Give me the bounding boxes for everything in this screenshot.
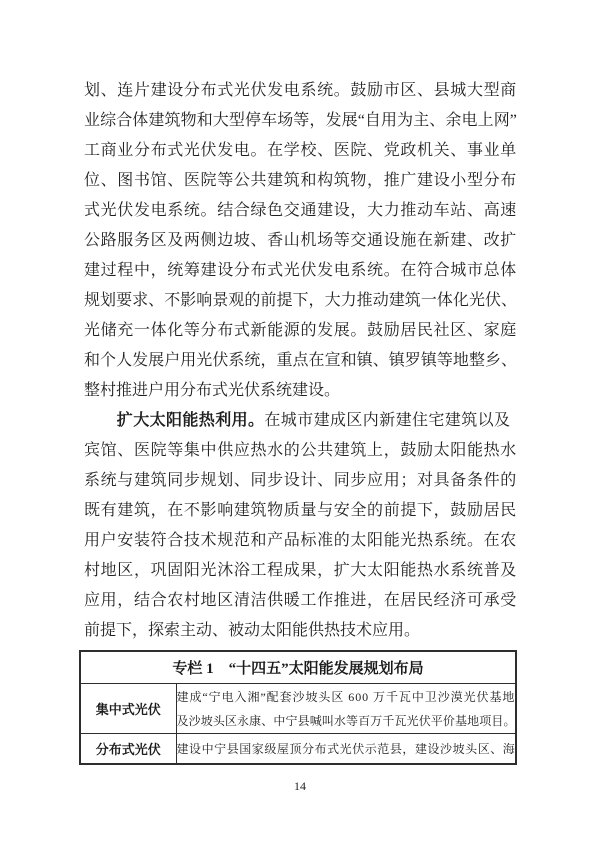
text-line: 式光伏发电系统。结合绿色交通建设，大力推动车站、高速 (84, 202, 517, 219)
table-row-content-lines (177, 737, 516, 761)
table-title: 专栏 1 “十四五”太阳能发展规划布局 (80, 651, 516, 684)
paragraph-2-lead-bold: 扩大太阳能热利用。 (84, 412, 265, 429)
table-row (80, 684, 516, 734)
table-row-content (176, 734, 516, 765)
text-line: 整村推进户用分布式光伏系统建设。 (84, 382, 341, 399)
paragraph-2-lines (84, 436, 517, 616)
text-line: 建成“宁电入湘”配套沙坡头区 600 万千瓦中卫沙漠光伏基地 (176, 689, 516, 704)
text-line: 既有建筑，在不影响建筑物质量与安全的前提下，鼓励居民 (84, 502, 517, 519)
paragraph-1-lines (84, 76, 517, 376)
text-line: 宾馆、医院等集中供应热水的公共建筑上，鼓励太阳能热水 (84, 442, 517, 459)
text-line: 应用，结合农村地区清洁供暖工作推进，在居民经济可承受 (84, 592, 517, 609)
page-number: 14 (294, 779, 306, 793)
plan-table (79, 650, 517, 765)
paragraph-2 (84, 406, 517, 646)
table-row-content (176, 684, 516, 734)
table-row-label: 分布式光伏 (80, 734, 176, 765)
text-line: 光储充一体化等分布式新能源的发展。鼓励居民社区、家庭 (84, 322, 517, 339)
table-row (80, 734, 516, 765)
text-line: 系统与建筑同步规划、同步设计、同步应用；对具备条件的 (84, 472, 517, 489)
paragraph-1 (84, 76, 517, 406)
text-line: 村地区，巩固阳光沐浴工程成果，扩大太阳能热水系统普及 (84, 562, 517, 579)
text-line: 划、连片建设分布式光伏发电系统。鼓励市区、县城大型商 (84, 82, 517, 99)
text-line: 和个人发展户用光伏系统，重点在宣和镇、镇罗镇等地整乡、 (84, 352, 518, 369)
text-line: 工商业分布式光伏发电。在学校、医院、党政机关、事业单 (84, 142, 517, 159)
text-line: 前提下，探索主动、被动太阳能供热技术应用。 (84, 622, 421, 639)
body-text (84, 76, 517, 646)
text-line: 建设中宁县国家级屋顶分布式光伏示范县，建设沙坡头区、海 (176, 741, 516, 756)
text-line: 用户安装符合技术规范和产品标准的太阳能光热系统。在农 (84, 532, 517, 549)
text-line: 公路服务区及两侧边坡、香山机场等交通设施在新建、改扩 (84, 232, 517, 249)
paragraph-2-lead-rest: 在城市建成区内新建住宅建筑以及 (264, 412, 511, 429)
text-line: 及沙坡头区永康、中宁县喊叫水等百万千瓦光伏平价基地项目。 (176, 713, 516, 728)
text-line: 位、图书馆、医院等公共建筑和构筑物，推广建设小型分布 (84, 172, 517, 189)
table-row-label: 集中式光伏 (80, 684, 176, 734)
text-line (84, 406, 517, 436)
text-line: 业综合体建筑物和大型停车场等，发展“自用为主、余电上网” (84, 112, 518, 129)
table-header-row (80, 651, 516, 684)
table-row-content-lines (177, 685, 516, 733)
text-line: 规划要求、不影响景观的前提下，大力推动建筑一体化光伏、 (84, 292, 518, 309)
text-line: 建过程中，统筹建设分布式光伏发电系统。在符合城市总体 (84, 262, 517, 279)
